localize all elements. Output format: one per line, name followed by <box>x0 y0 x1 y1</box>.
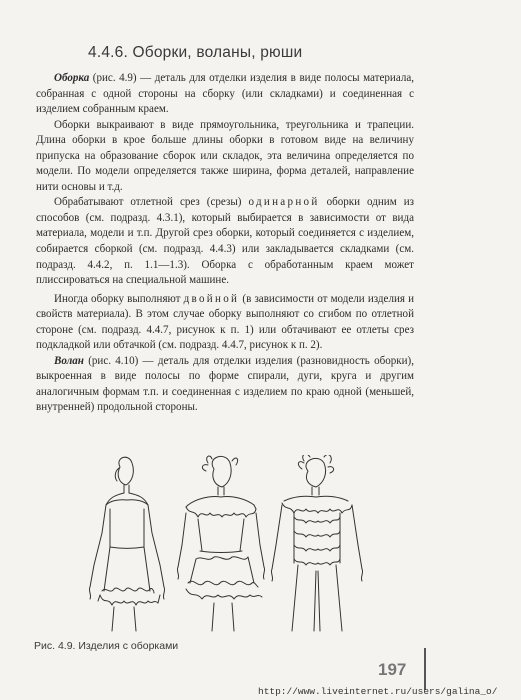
paragraph-edge-finishing <box>36 195 414 288</box>
paragraph-text: оборки одним из способов (см. подразд. 4.3.1), который выбирается в зависимости от вида материала, модели и т.п. Другой срез оборки, который соединяется с изделием, собирается сборкой (см. подразд. 4.4.3) или закладывается складками (см. подразд. 4.4.2, п. 1.1—1.3). Оборка с обработанным краем может плиссироваться на специальной машине. <box>36 196 414 287</box>
figure-caption: Рис. 4.9. Изделия с оборками <box>34 640 179 652</box>
term-volan: Волан <box>54 354 84 367</box>
paragraph-oborka <box>36 71 414 118</box>
paragraph-volan <box>36 354 414 416</box>
paragraph-text: Обрабатывают отлетной срез (срезы) <box>54 196 249 209</box>
term-oborka: Оборка <box>54 72 90 84</box>
paragraph-cutting: Оборки выкраивают в виде прямоугольника, треугольника и трапеции. Длина оборки в крое больше длины оборки в готовом виде на величину припуска на образование сборок или складок, эта величина определяется по модели. По модели определяется также ширина, форма деталей, направление нити основы и т.д. <box>36 118 414 193</box>
page-number: 197 <box>378 660 407 679</box>
paragraph-text: Иногда оборку выполняют <box>54 292 184 305</box>
source-url-watermark: http://www.liveinternet.ru/users/galina_o/ <box>258 686 498 697</box>
page-number-rule <box>424 648 426 690</box>
paragraph-text: (рис. 4.10) — деталь для отделки изделия (разновидность оборки), выкроенная в виде полосы по форме спирали, дуги, круга и другим аналогичным формам т.п. и соединенная с изделием по краю одной (меньшей, внутренней) продольной стороны. <box>36 354 414 414</box>
section-heading: 4.4.6. Оборки, воланы, рюши <box>88 44 303 61</box>
figure-ruffled-garments <box>78 455 368 635</box>
paragraph-double-ruffle <box>36 292 414 354</box>
figure-dress-with-hem-ruffle <box>89 457 164 631</box>
spaced-word: двойной <box>183 292 240 305</box>
spaced-word: одинарной <box>248 196 320 209</box>
figure-tiered-ruffle-top <box>271 455 362 631</box>
paragraph-text: (рис. 4.9) — деталь для отделки изделия в виде полосы материала, собранная с одной стороны на сборку (или складками) и соединенная с изделием собранным краем. <box>36 72 414 116</box>
paragraph-text: (в зависимости от модели изделия и свойств материала). В этом случае оборку выполняют со сгибом по отлетной стороне (см. подразд. 4.4.7, рисунок к п. 1) или обтачивают ее отлеты срез подкладкой или обтачкой (см. подразд. 4.4.7, рисунок к п. 2). <box>36 292 414 352</box>
figure-off-shoulder-ruffle-set <box>177 456 264 631</box>
body-text <box>36 71 414 416</box>
